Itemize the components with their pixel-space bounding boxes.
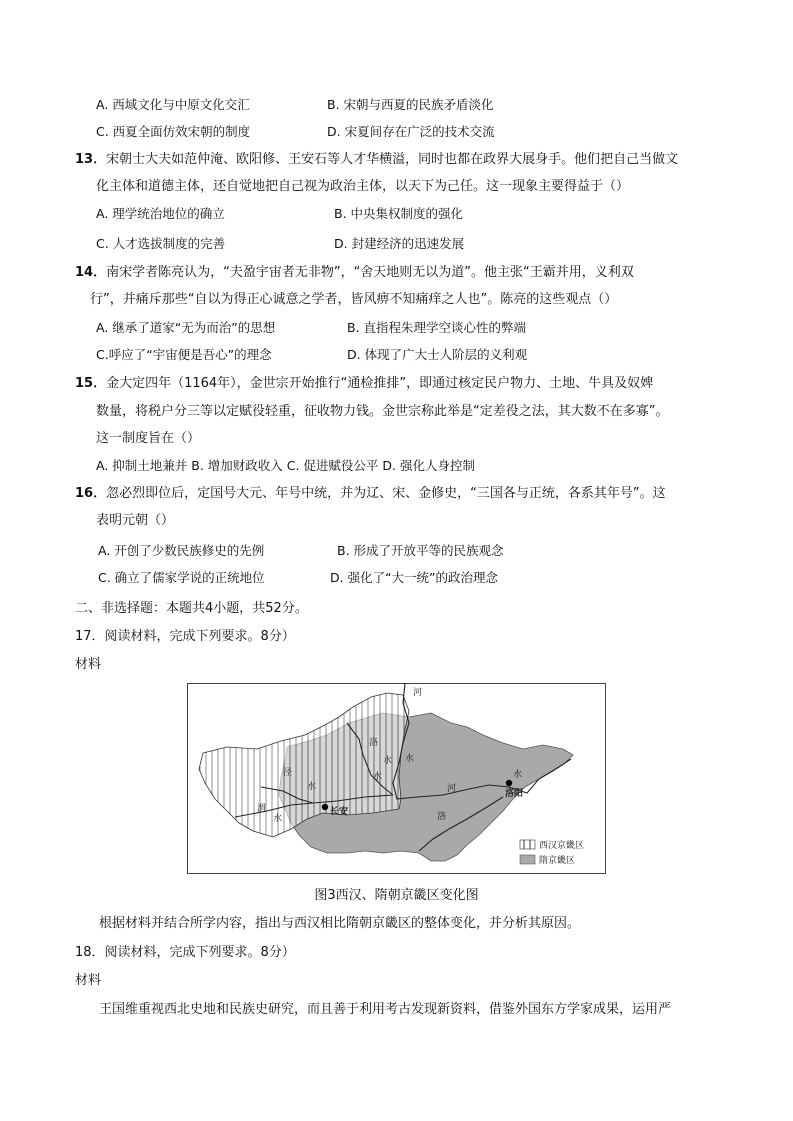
- q13-number: 13．: [75, 152, 107, 167]
- q15-number: 15．: [75, 376, 107, 391]
- q14-stem-text1: 南宋学者陈亮认为，“夫盈宇宙者无非物”，“舍天地则无以为道”。他主张“王霸并用，义利双: [106, 265, 634, 280]
- lbl-shui3: 水: [373, 772, 383, 782]
- q13-option-b: B. 中央集权制度的强化: [334, 206, 464, 221]
- q12-option-a: A. 西域文化与中原文化交汇: [96, 97, 250, 112]
- legend-han-label: 西汉京畿区: [539, 841, 585, 851]
- q15-stem-line2: 数量，将税户分三等以定赋役轻重，征收物力钱。金世宗称此举是“定差役之法，其大数不在多寡”。: [96, 404, 669, 419]
- lbl-he-top: 河: [413, 688, 423, 698]
- q17-heading: 17．阅读材料，完成下列要求。8分）: [75, 629, 295, 644]
- lbl-wei: 渭: [257, 804, 267, 814]
- q18-material-line1: 王国维重视西北史地和民族史研究，而且善于利用考古发现新资料，借鉴外国东方学家成果，运用严: [99, 1002, 672, 1017]
- q16-stem-text1: 忽必烈即位后，定国号大元、年号中统，并为辽、宋、金修史，“三国各与正统，各系其年号”。这: [106, 486, 666, 501]
- q18-heading: 18．阅读材料，完成下列要求。8分）: [75, 945, 295, 960]
- q14-number: 14．: [75, 265, 107, 280]
- lbl-he2: 河: [447, 784, 457, 794]
- lbl-shui4: 水: [273, 814, 283, 824]
- q15-stem-text1: 金大定四年（1164年），金世宗开始推行“通检推排”，即通过核定民户物力、土地、牛具及奴婢: [106, 376, 654, 391]
- q13-option-a: A. 理学统治地位的确立: [96, 206, 225, 221]
- figure-caption: 图3西汉、隋朝京畿区变化图: [314, 888, 479, 903]
- luoyang-dot: [506, 780, 512, 786]
- q13-option-c: C. 人才选拔制度的完善: [96, 236, 226, 251]
- jingji-map: [187, 683, 606, 874]
- changan-dot: [322, 804, 328, 810]
- q14-option-c: C.呼应了“宇宙便是吾心”的理念: [96, 347, 272, 362]
- q17-material-label: 材料: [75, 657, 102, 672]
- q16-stem-line2: 表明元朝（）: [96, 513, 175, 528]
- q16-number: 16．: [75, 486, 107, 501]
- lbl-shui1: 水: [383, 756, 393, 766]
- q16-option-a: A. 开创了少数民族修史的先例: [98, 543, 265, 558]
- legend-han-swatch: [520, 840, 535, 849]
- q14-option-d: D. 体现了广大士人阶层的义利观: [347, 347, 528, 362]
- q12-option-d: D. 宋夏间存在广泛的技术交流: [327, 124, 495, 139]
- q14-option-b: B. 直指程朱理学空谈心性的弊端: [347, 320, 527, 335]
- q15-stem-line3: 这一制度旨在（）: [96, 431, 201, 446]
- city-luoyang: 洛阳: [505, 789, 524, 799]
- q12-option-b: B. 宋朝与西夏的民族矛盾淡化: [327, 97, 494, 112]
- legend-sui-label: 隋京畿区: [539, 856, 576, 866]
- q13-stem-line1: [75, 151, 678, 169]
- q17-question: 根据材料并结合所学内容，指出与西汉相比隋朝京畿区的整体变化，并分析其原因。: [99, 916, 581, 931]
- q13-option-d: D. 封建经济的迅速发展: [334, 236, 465, 251]
- lbl-shui5: 水: [513, 770, 523, 780]
- legend-sui-swatch: [520, 855, 535, 864]
- q14-option-a: A. 继承了道家“无为而治”的思想: [96, 320, 276, 335]
- q16-option-c: C. 确立了儒家学说的正统地位: [98, 570, 265, 585]
- q16-option-b: B. 形成了开放平等的民族观念: [337, 543, 504, 558]
- q13-stem-line2: 化主体和道德主体，还自觉地把自己视为政治主体，以天下为己任。这一现象主要得益于（）: [96, 179, 630, 194]
- q15-options: A. 抑制土地兼并 B. 增加财政收入 C. 促进赋役公平 D. 强化人身控制: [96, 458, 475, 473]
- lbl-shui2: 水: [307, 782, 317, 792]
- city-changan: 长安: [330, 807, 349, 817]
- lbl-luo: 洛: [369, 738, 379, 748]
- q14-stem-line2: 行”，并痛斥那些“自以为得正心诚意之学者，皆风痹不知痛痒之人也”。陈亮的这些观点（）: [90, 292, 618, 307]
- lbl-jing: 泾: [283, 768, 293, 778]
- q15-stem-line1: [75, 375, 653, 393]
- q16-stem-line1: [75, 485, 666, 503]
- q18-material-label: 材料: [75, 973, 102, 988]
- lbl-luo2: 洛: [437, 812, 447, 822]
- q13-stem-text1: 宋朝士大夫如范仲淹、欧阳修、王安石等人才华横溢，同时也都在政界大展身手。他们把自己当做文: [106, 152, 679, 167]
- q16-option-d: D. 强化了“大一统”的政治理念: [330, 570, 499, 585]
- q14-stem-line1: [75, 264, 634, 282]
- section-heading: 二、非选择题：本题共4小题，共52分。: [75, 601, 308, 616]
- lbl-shui-he: 水: [405, 754, 415, 764]
- q12-option-c: C. 西夏全面仿效宋朝的制度: [96, 124, 251, 139]
